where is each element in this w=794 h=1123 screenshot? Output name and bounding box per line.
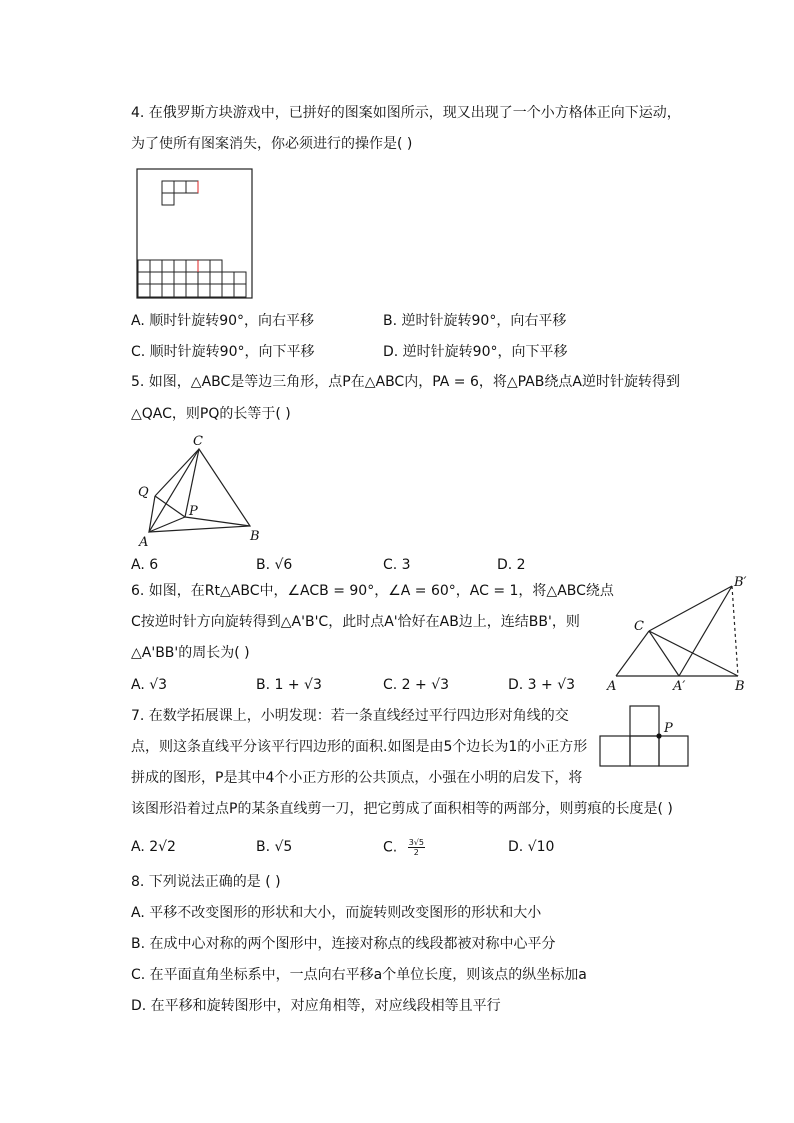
q7-option-a: A. 2√2 — [131, 839, 176, 855]
q6-stem-line1: 6. 如图，在Rt△ABC中，∠ACB = 90°，∠A = 60°，AC = 1，将△ABC绕点 — [131, 583, 614, 599]
q4-option-c: C. 顺时针旋转90°，向下平移 — [131, 344, 315, 360]
q7-option-c-prefix: C. — [383, 839, 398, 856]
q4-option-a: A. 顺时针旋转90°，向右平移 — [131, 313, 315, 329]
q4-stem-line2: 为了使所有图案消失，你必须进行的操作是( ) — [131, 136, 413, 152]
q7-squares-figure — [598, 704, 692, 768]
q6-stem-line3: △A'BB'的周长为( ) — [131, 645, 250, 661]
q5-label-b: B — [250, 529, 260, 544]
q5-triangle-figure — [132, 430, 272, 550]
q5-option-c: C. 3 — [383, 557, 411, 573]
q7-option-d: D. √10 — [508, 839, 555, 855]
q5-label-a: A — [139, 535, 149, 550]
q6-option-a: A. √3 — [131, 677, 168, 693]
q5-label-q: Q — [138, 485, 149, 500]
q7-option-c-numerator: 3√5 — [408, 838, 424, 847]
q6-option-d: D. 3 + √3 — [508, 677, 576, 693]
q6-stem-line2: C按逆时针方向旋转得到△A'B'C，此时点A'恰好在AB边上，连结BB'，则 — [131, 614, 580, 630]
q6-option-c: C. 2 + √3 — [383, 677, 450, 693]
q6-option-b: B. 1 + √3 — [256, 677, 322, 693]
q7-option-b: B. √5 — [256, 839, 293, 855]
q6-label-c: C — [634, 619, 644, 634]
q4-option-d: D. 逆时针旋转90°，向下平移 — [383, 344, 568, 360]
q5-option-a: A. 6 — [131, 557, 159, 573]
q7-stem-line1: 7. 在数学拓展课上，小明发现：若一条直线经过平行四边形对角线的交 — [131, 708, 569, 724]
q8-stem: 8. 下列说法正确的是 ( ) — [131, 874, 281, 890]
q7-stem-line2: 点，则这条直线平分该平行四边形的面积.如图是由5个边长为1的小正方形 — [131, 739, 588, 755]
q6-label-b: B — [735, 679, 745, 694]
q5-label-c: C — [193, 434, 203, 449]
q4-option-b: B. 逆时针旋转90°，向右平移 — [383, 313, 567, 329]
q6-rotation-figure — [602, 572, 754, 694]
q5-stem-line2: △QAC，则PQ的长等于( ) — [131, 406, 291, 422]
q8-option-d: D. 在平移和旋转图形中，对应角相等，对应线段相等且平行 — [131, 998, 501, 1014]
q7-option-c — [383, 838, 425, 857]
q5-stem-line1: 5. 如图，△ABC是等边三角形，点P在△ABC内，PA = 6，将△PAB绕点A逆时针旋转得到 — [131, 374, 680, 390]
q5-option-b: B. √6 — [256, 557, 293, 573]
q7-option-c-denominator: 2 — [413, 848, 419, 857]
q6-label-a-prime: A′ — [673, 679, 686, 694]
q7-option-c-fraction — [408, 838, 425, 857]
q7-label-p: P — [664, 721, 673, 736]
q6-label-a: A — [607, 679, 617, 694]
q5-label-p: P — [189, 504, 198, 519]
q5-option-d: D. 2 — [497, 557, 526, 573]
q8-option-a: A. 平移不改变图形的形状和大小，而旋转则改变图形的形状和大小 — [131, 905, 542, 921]
q7-stem-line4: 该图形沿着过点P的某条直线剪一刀，把它剪成了面积相等的两部分，则剪痕的长度是( ) — [131, 801, 673, 817]
q7-stem-line3: 拼成的图形，P是其中4个小正方形的公共顶点，小强在小明的启发下，将 — [131, 770, 583, 786]
q6-label-b-prime: B′ — [734, 575, 747, 590]
q8-option-b: B. 在成中心对称的两个图形中，连接对称点的线段都被对称中心平分 — [131, 936, 556, 952]
q4-stem-line1: 4. 在俄罗斯方块游戏中，已拼好的图案如图所示，现又出现了一个小方格体正向下运动， — [131, 105, 681, 121]
q4-tetris-figure — [136, 168, 254, 300]
q8-option-c: C. 在平面直角坐标系中，一点向右平移a个单位长度，则该点的纵坐标加a — [131, 967, 587, 983]
